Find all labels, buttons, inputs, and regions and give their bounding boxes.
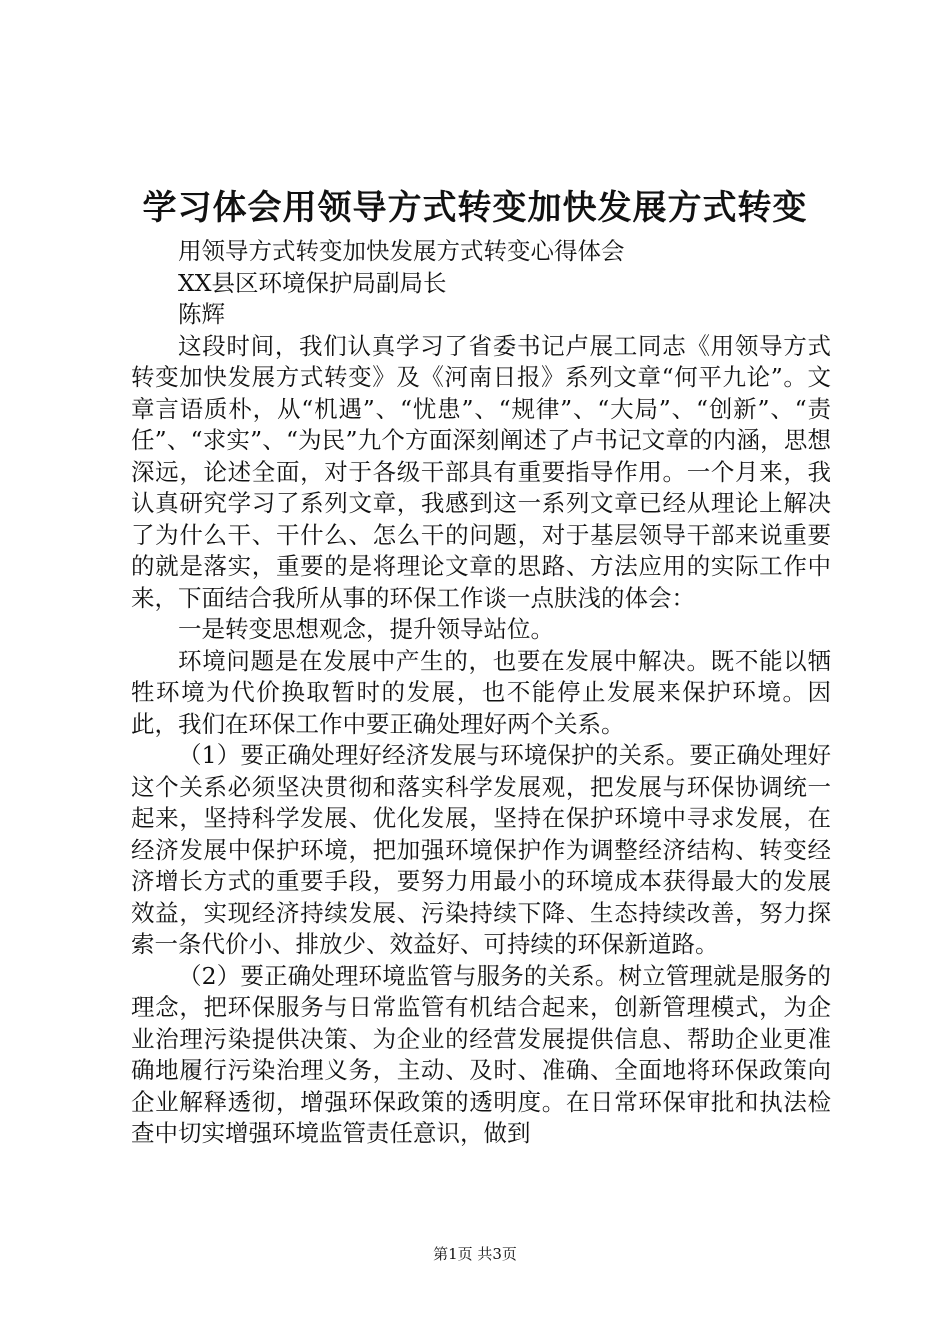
subtitle-line: 用领导方式转变加快发展方式转变心得体会 (178, 237, 625, 265)
document-body (131, 236, 831, 1150)
body-paragraph: 这段时间，我们认真学习了省委书记卢展工同志《用领导方式转变加快发展方式转变》及《河南日报》系列文章“何平九论”。文章言语质朴，从“机遇”、“忧患”、“规律”、“大局”、“创新”、“责任”、“求实”、“为民”九个方面深刻阐述了卢书记文章的内涵，思想深远，论述全面，对于各级干部具有重要指导作用。一个月来，我认真研究学习了系列文章，我感到这一系列文章已经从理论上解决了为什么干、干什么、怎么干的问题，对于基层领导干部来说重要的就是落实，重要的是将理论文章的思路、方法应用的实际工作中来，下面结合我所从事的环保工作谈一点肤浅的体会： (131, 331, 831, 612)
body-paragraph: （2）要正确处理环境监管与服务的关系。树立管理就是服务的理念，把环保服务与日常监管有机结合起来，创新管理模式，为企业治理污染提供决策、为企业的经营发展提供信息、帮助企业更准确地履行污染治理义务，主动、及时、准确、全面地将环保政策向企业解释透彻，增强环保政策的透明度。在日常环保审批和执法检查中切实增强环境监管责任意识，做到 (131, 961, 831, 1147)
document-title: 学习体会用领导方式转变加快发展方式转变 (142, 188, 808, 228)
page-number-footer: 第1页 共3页 (433, 1245, 517, 1263)
section-heading: 一是转变思想观念，提升领导站位。 (178, 615, 554, 643)
author-affiliation-line: XX县区环境保护局副局长 (178, 268, 447, 297)
body-paragraph: 环境问题是在发展中产生的，也要在发展中解决。既不能以牺牲环境为代价换取暂时的发展，也不能停止发展来保护环境。因此，我们在环保工作中要正确处理好两个关系。 (131, 646, 831, 738)
author-name-line: 陈辉 (178, 300, 225, 328)
body-paragraph: （1）要正确处理好经济发展与环境保护的关系。要正确处理好这个关系必须坚决贯彻和落实科学发展观，把发展与环保协调统一起来，坚持科学发展、优化发展，坚持在保护环境中寻求发展，在经济发展中保护环境，把加强环境保护作为调整经济结构、转变经济增长方式的重要手段，要努力用最小的环境成本获得最大的发展效益，实现经济持续发展、污染持续下降、生态持续改善，努力探索一条代价小、排放少、效益好、可持续的环保新道路。 (131, 741, 831, 958)
